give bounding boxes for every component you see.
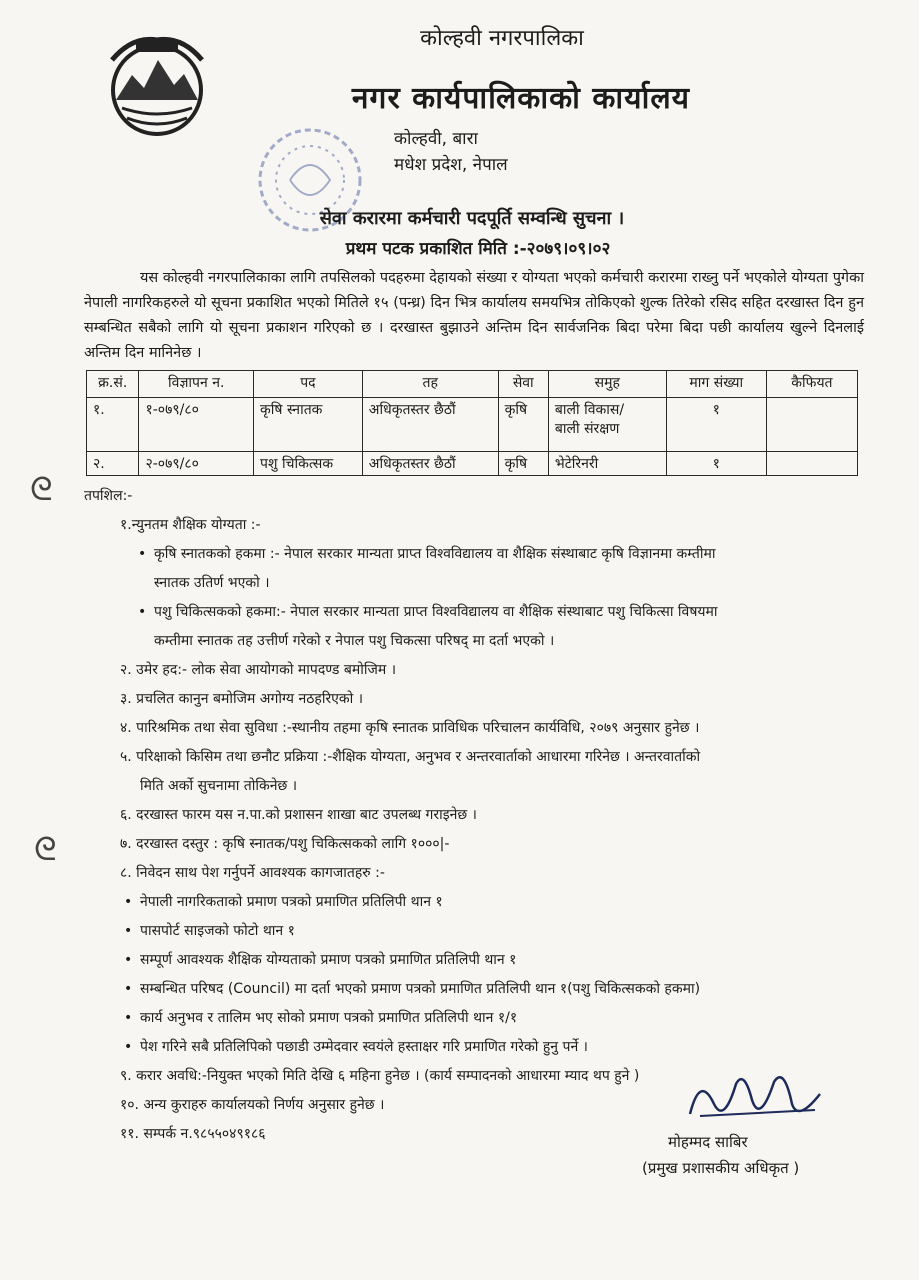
item-5: ५. परिक्षाको किसिम तथा छनौट प्रक्रिया :-शैक्षिक योग्यता, अनुभव र अन्तरवार्ताको आधारमा गरिनेछ । अन्तरवार्ताको — [120, 749, 701, 765]
col-header-service: सेवा — [498, 371, 548, 398]
cell-demand: १ — [666, 452, 766, 476]
item-4: ४. पारिश्रमिक तथा सेवा सुविधा :-स्थानीय तहमा कृषि स्नातक प्राविधिक परिचालन कार्यविधि, २०७९ अनुसार हुनेछ । — [120, 720, 700, 736]
cell-ad-no: १-०७९/८० — [139, 398, 254, 452]
municipality-name: कोल्हवी नगरपालिका — [420, 26, 584, 51]
table-row — [87, 398, 858, 452]
address-line-1: कोल्हवी, बारा — [394, 129, 478, 149]
address-line-2: मधेश प्रदेश, नेपाल — [394, 155, 508, 175]
doc-item: • नेपाली नागरिकताको प्रमाण पत्रको प्रमाणित प्रतिलिपी थान १ — [84, 888, 874, 917]
item-1: १.न्युनतम शैक्षिक योग्यता :- — [120, 517, 261, 533]
cell-remarks — [766, 452, 857, 476]
col-header-group: समुह — [548, 371, 666, 398]
punch-hole-mark-icon: ᘓ — [34, 830, 57, 868]
col-header-ad-no: विज्ञापन न. — [139, 371, 254, 398]
item-1-a: • कृषि स्नातकको हकमा :- नेपाल सरकार मान्यता प्राप्त विश्वविद्यालय वा शैक्षिक संस्थाबाट कृषि विज्ञानमा कम्तीमा — [84, 540, 874, 569]
vacancy-table — [86, 370, 858, 476]
col-header-post: पद — [254, 371, 363, 398]
doc-item: • सम्पूर्ण आवश्यक शैक्षिक योग्यताको प्रमाण पत्रको प्रमाणित प्रतिलिपी थान १ — [84, 946, 874, 975]
item-1-b: • पशु चिकित्सकको हकमा:- नेपाल सरकार मान्यता प्राप्त विश्वविद्यालय वा शैक्षिक संस्थाबाट पशु चिकित्सा विषयमा — [84, 598, 874, 627]
item-7: ७. दरखास्त दस्तुर : कृषि स्नातक/पशु चिकित्सकको लागि १०००|- — [120, 836, 450, 852]
cell-level: अधिकृतस्तर छैठौं — [362, 452, 498, 476]
item-2: २. उमेर हद:- लोक सेवा आयोगको मापदण्ड बमोजिम । — [120, 662, 397, 678]
item-9: ९. करार अवधि:-नियुक्त भएको मिति देखि ६ महिना हुनेछ । (कार्य सम्पादनको आधारमा म्याद थप हुने ) — [120, 1068, 640, 1084]
signer-name: मोहम्मद साबिर — [668, 1133, 748, 1151]
item-3: ३. प्रचलित कानुन बमोजिम अगोग्य नठहरिएको । — [120, 691, 364, 707]
cell-group — [548, 398, 666, 452]
col-header-sn: क्र.सं. — [87, 371, 139, 398]
item-1-b-cont: कम्तीमा स्नातक तह उत्तीर्ण गरेको र नेपाल पशु चिकत्सा परिषद् मा दर्ता भएको । — [154, 633, 555, 649]
item-6: ६. दरखास्त फारम यस न.पा.को प्रशासन शाखा बाट उपलब्ध गराइनेछ । — [120, 807, 477, 823]
col-header-level: तह — [362, 371, 498, 398]
col-header-remarks: कैफियत — [766, 371, 857, 398]
cell-ad-no: २-०७९/८० — [139, 452, 254, 476]
office-name: नगर कार्यपालिकाको कार्यालय — [351, 81, 691, 116]
punch-hole-mark-icon: ᘓ — [30, 470, 53, 508]
signature-icon — [680, 1064, 830, 1130]
cell-group-line2: बाली संरक्षण — [554, 421, 620, 437]
item-11: ११. सम्पर्क न.९८५५०४९१८६ — [120, 1126, 266, 1142]
table-row — [87, 452, 858, 476]
col-header-demand: माग संख्या — [666, 371, 766, 398]
cell-service: कृषि — [498, 452, 548, 476]
cell-post: पशु चिकित्सक — [254, 452, 363, 476]
government-emblem-icon — [92, 30, 222, 150]
cell-sn: १. — [87, 398, 139, 452]
publication-date: प्रथम पटक प्रकाशित मिति :-२०७९।०९।०२ — [345, 239, 611, 259]
cell-post: कृषि स्नातक — [254, 398, 363, 452]
notice-title: सेवा करारमा कर्मचारी पदपूर्ति सम्वन्धि सुचना । — [319, 208, 625, 229]
item-10: १०. अन्य कुराहरु कार्यालयको निर्णय अनुसार हुनेछ । — [120, 1097, 385, 1113]
signer-title: (प्रमुख प्रशासकीय अधिकृत ) — [642, 1159, 800, 1177]
doc-item: • पेश गरिने सबै प्रतिलिपिको पछाडी उम्मेदवार स्वयंले हस्ताक्षर गरि प्रमाणित गरेको हुनु पर्ने । — [84, 1033, 874, 1062]
doc-item: • सम्बन्धित परिषद (Council) मा दर्ता भएको प्रमाण पत्रको प्रमाणित प्रतिलिपी थान १(पशु चिकित्सकको हकमा) — [84, 975, 874, 1004]
cell-demand: १ — [666, 398, 766, 452]
item-1-a-cont: स्नातक उतिर्ण भएको । — [154, 575, 270, 591]
cell-sn: २. — [87, 452, 139, 476]
cell-group: भेटेरिनरी — [548, 452, 666, 476]
cell-service: कृषि — [498, 398, 548, 452]
item-5-cont: मिति अर्को सुचनामा तोकिनेछ । — [140, 778, 298, 794]
details-section — [84, 482, 874, 1149]
notice-intro-paragraph: यस कोल्हवी नगरपालिकाका लागि तपसिलको पदहरुमा देहायको संख्या र योग्यता भएको कर्मचारी करारमा राख्नु पर्ने भएकोले योग्यता पुगेका नेपाली नागरिकहरुले यो सूचना प्रकाशित भएको मितिले १५ (पन्ध्र) दिन भित्र कार्यालय समयभित्र तोकिएको शुल्क तिरेको रसिद सहित दरखास्त दिन हुन सम्बन्धित सबैको लागि यो सूचना प्रकाशन गरिएको छ । दरखास्त बुझाउने अन्तिम दिन सार्वजनिक बिदा परेमा बिदा पछी कार्यालय खुल्ने दिनलाई अन्तिम दिन मानिनेछ । — [84, 270, 864, 361]
cell-remarks — [766, 398, 857, 452]
doc-item: • पासपोर्ट साइजको फोटो थान १ — [84, 917, 874, 946]
doc-item: • कार्य अनुभव र तालिम भए सोको प्रमाण पत्रको प्रमाणित प्रतिलिपी थान १/१ — [84, 1004, 874, 1033]
item-8: ८. निवेदन साथ पेश गर्नुपर्ने आवश्यक कागजातहरु :- — [120, 865, 385, 881]
cell-group-line1: बाली विकास/ — [554, 402, 625, 418]
cell-level: अधिकृतस्तर छैठौं — [362, 398, 498, 452]
table-header-row — [87, 371, 858, 398]
details-heading: तपशिल:- — [84, 488, 133, 504]
